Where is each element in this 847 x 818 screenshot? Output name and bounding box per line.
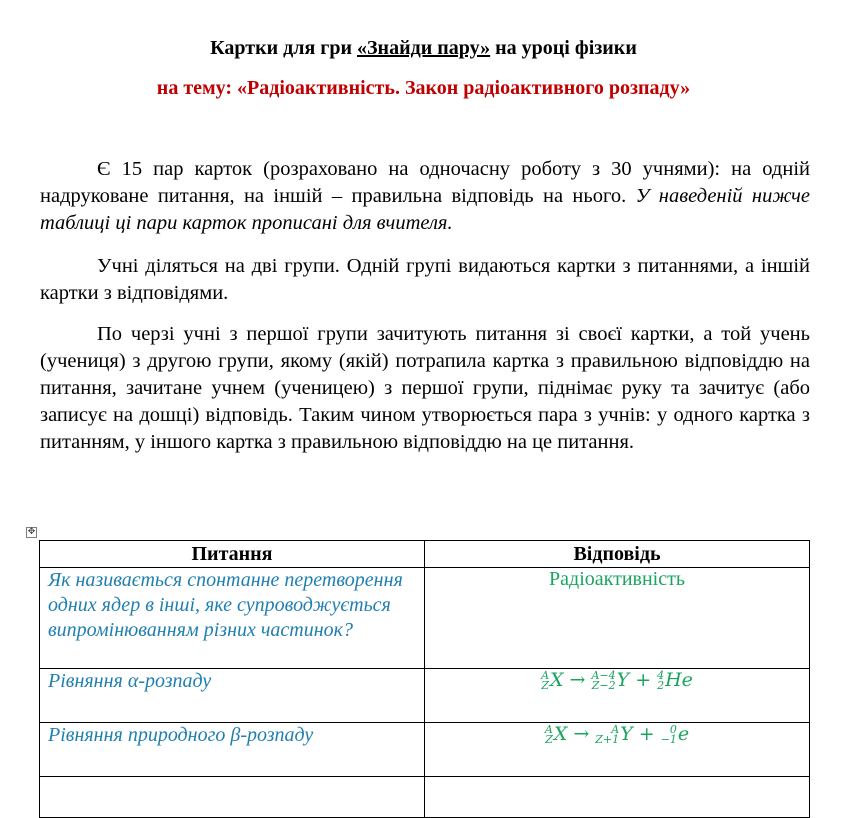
table-row <box>40 777 810 818</box>
game-name: «Знайди пару» <box>357 37 491 59</box>
isotope-indices: A Z+1 <box>595 723 620 746</box>
topic-text: на тему: «Радіоактивність. Закон радіоактивного розпаду» <box>156 77 691 99</box>
beta-decay-formula: A Z X → A Z+1 Y + 0 −1 e <box>544 723 690 746</box>
table-row <box>40 568 810 669</box>
intro-paragraph <box>40 156 810 237</box>
table-row <box>40 669 810 723</box>
header-question: Питання <box>40 541 425 568</box>
answer-cell <box>425 669 810 723</box>
isotope-indices: 4 2 <box>657 669 665 692</box>
question-cell <box>40 777 425 818</box>
intro-teacher-note: У наведеній нижче таблиці ці пари карток прописані для вчителя. <box>40 185 810 234</box>
isotope-indices: A−4 Z−2 <box>591 669 616 692</box>
alpha-decay-formula: A Z X → A−4 Z−2 Y + 4 2 He <box>541 669 693 692</box>
isotope-indices: A Z <box>544 723 553 746</box>
answer-cell <box>425 723 810 777</box>
rules-paragraph <box>40 321 810 456</box>
isotope-indices: A Z <box>541 669 550 692</box>
pairs-table <box>39 540 810 818</box>
title-text-end: на уроці фізики <box>490 37 637 59</box>
groups-text: Учні діляться на дві групи. Одній групі видаються картки з питаннями, а іншій картки з відповідями. <box>40 255 810 304</box>
title-text-start: Картки для гри <box>210 37 357 59</box>
groups-paragraph <box>40 253 810 307</box>
header-answer: Відповідь <box>425 541 810 568</box>
answer-cell <box>425 777 810 818</box>
rules-text: По черзі учні з першої групи зачитують питання зі своєї картки, а той учень (учениця) з другою групи, якому (якій) потрапила картка з правильною відповіддю на питання, зачитане учнем (ученицею) з першої групи, піднімає руку та зачитує (або записує на дошці) відповідь. Таким чином утворюється пара з учнів: у одного картка з питанням, у іншого картка з правильною відповіддю на це питання. <box>40 323 810 453</box>
isotope-indices: 0 −1 <box>660 723 677 746</box>
table-row <box>40 723 810 777</box>
question-cell: Рівняння α-розпаду <box>40 669 425 723</box>
document-topic <box>0 76 847 100</box>
question-cell: Рівняння природного β-розпаду <box>40 723 425 777</box>
answer-cell: Радіоактивність <box>425 568 810 669</box>
intro-text: Є 15 пар карток (розраховано на одночасну роботу з 30 учнями): на одній надруковане питання, на іншій – правильна відповідь на нього. <box>40 158 810 207</box>
table-header-row <box>40 541 810 568</box>
move-cross-icon[interactable]: ✥ <box>27 527 36 537</box>
document-title <box>0 36 847 60</box>
question-cell: Як називається спонтанне перетворення одних ядер в інші, яке супроводжується випромінюванням різних частинок? <box>40 568 425 669</box>
